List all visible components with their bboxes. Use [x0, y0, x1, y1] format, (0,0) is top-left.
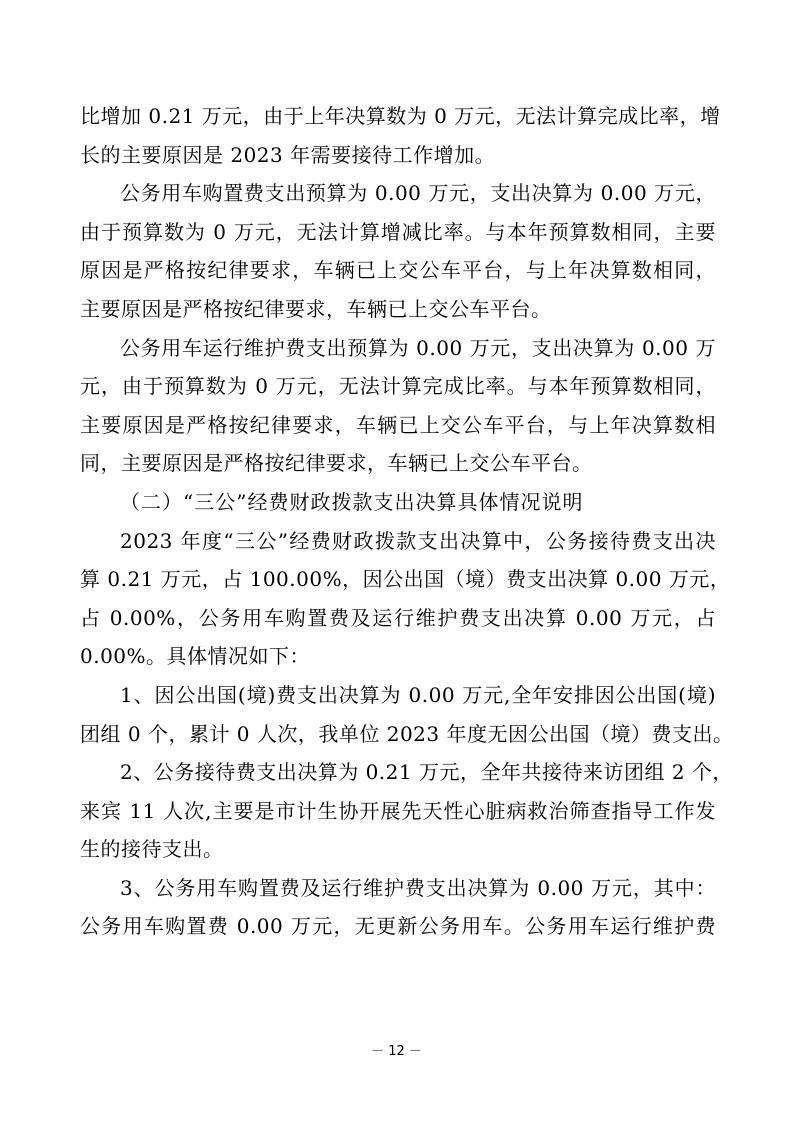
text-line: 2、公务接待费支出决算为 0.21 万元，全年共接待来访团组 2 个，: [120, 760, 733, 785]
text-line: 算 0.21 万元，占 100.00%，因公出国（境）费支出决算 0.00 万元，: [80, 567, 731, 592]
text-line: 生的接待支出。: [80, 837, 224, 862]
text-line: 公务用车购置费支出预算为 0.00 万元，支出决算为 0.00 万元，: [120, 181, 716, 206]
text-line: 团组 0 个，累计 0 人次，我单位 2023 年度无因公出国（境）费支出。: [80, 721, 734, 746]
section-heading: （二）“三公”经费财政拨款支出决算具体情况说明: [120, 489, 584, 514]
paragraph-vehicle-costs: [80, 869, 716, 946]
text-line: 公务用车购置费 0.00 万元，无更新公务用车。公务用车运行维护费: [80, 914, 716, 939]
text-line: 主要原因是严格按纪律要求，车辆已上交公车平台。: [80, 296, 552, 321]
text-line: 元，由于预算数为 0 万元，无法计算完成比率。与本年预算数相同，: [80, 374, 716, 399]
paragraph-vehicle-maintenance: [80, 329, 716, 483]
text-line: 来宾 11 人次,主要是市计生协开展先天性心脏病救治筛查指导工作发: [80, 798, 716, 823]
text-line: 公务用车运行维护费支出预算为 0.00 万元，支出决算为 0.00 万: [120, 335, 716, 360]
text-line: 0.00%。具体情况如下：: [80, 644, 311, 669]
paragraph-vehicle-purchase: [80, 174, 716, 328]
paragraph-reception-increase: [80, 97, 721, 174]
text-line: 1、因公出国(境)费支出决算为 0.00 万元,全年安排因公出国(境): [120, 682, 716, 707]
text-line: 比增加 0.21 万元，由于上年决算数为 0 万元，无法计算完成比率，增: [80, 104, 721, 128]
page-number: － 12 －: [371, 1044, 422, 1059]
text-line: 2023 年度“三公”经费财政拨款支出决算中，公务接待费支出决: [120, 528, 716, 553]
text-line: 同，主要原因是严格按纪律要求，车辆已上交公车平台。: [80, 451, 593, 476]
paragraph-overseas-travel: [80, 676, 734, 753]
paragraph-official-reception: [80, 753, 733, 869]
text-line: 主要原因是严格按纪律要求，车辆已上交公车平台，与上年决算数相: [80, 412, 716, 437]
text-line: 长的主要原因是 2023 年需要接待工作增加。: [80, 142, 496, 167]
text-line: 3、公务用车购置费及运行维护费支出决算为 0.00 万元，其中：: [120, 875, 716, 900]
paragraph-summary: [80, 522, 731, 676]
text-line: 占 0.00%，公务用车购置费及运行维护费支出决算 0.00 万元，占: [80, 605, 716, 630]
text-line: 由于预算数为 0 万元，无法计算增减比率。与本年预算数相同，主要: [80, 219, 716, 244]
text-line: 原因是严格按纪律要求，车辆已上交公车平台，与上年决算数相同，: [80, 258, 716, 283]
document-body: [80, 97, 734, 946]
